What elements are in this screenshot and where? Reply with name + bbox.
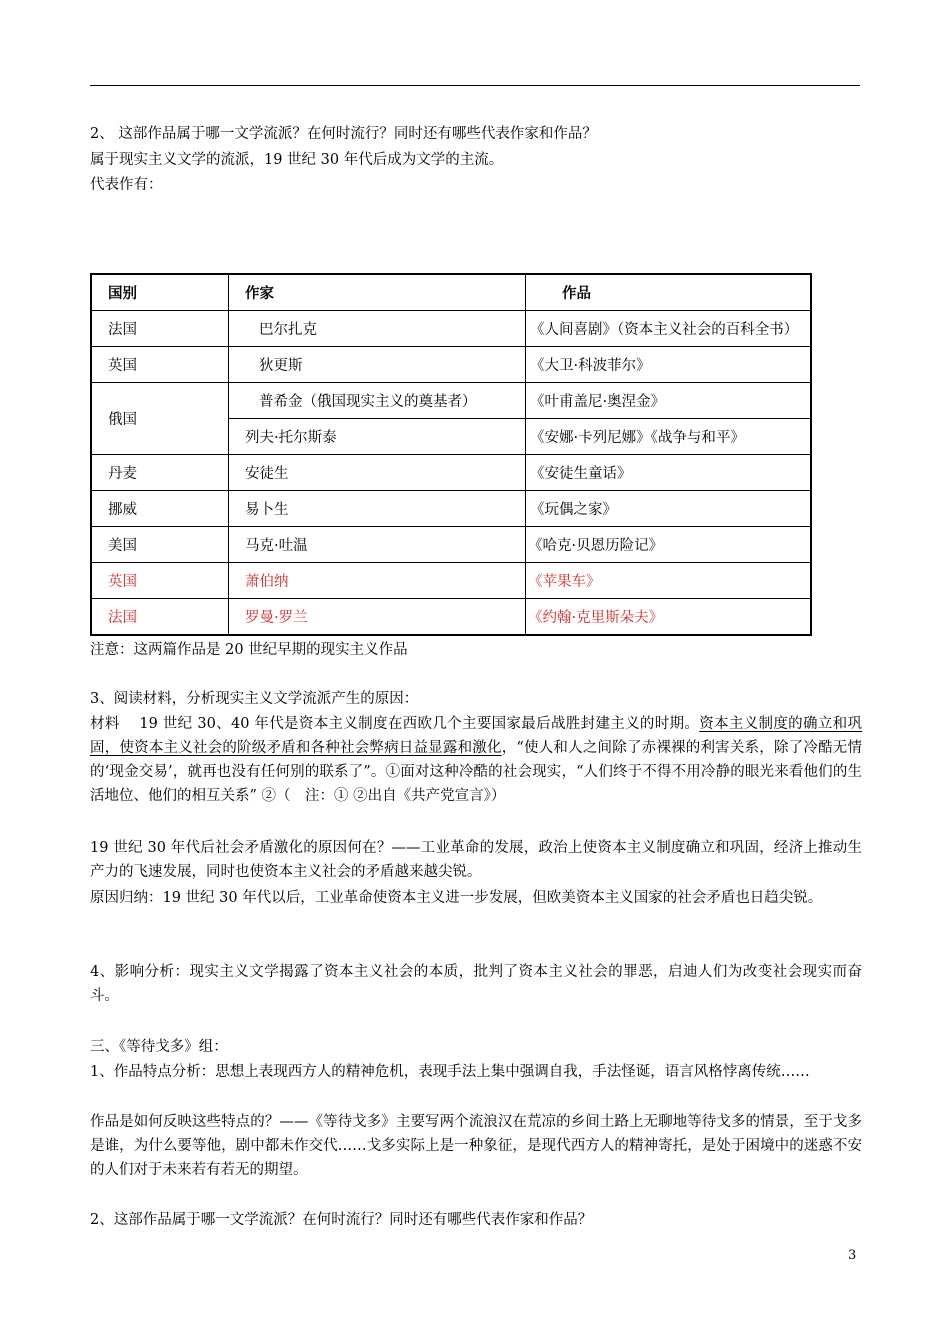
work-cell: 《人间喜剧》（资本主义社会的百科全书）	[526, 311, 812, 347]
section4-text: 4、影响分析：现实主义文学揭露了资本主义社会的本质，批判了资本主义社会的罪恶，启迪人们为改变社会现实而奋斗。	[90, 964, 862, 1004]
material-text-cont: ，“使人和人之间除了赤裸裸的利害关系，除了冷酷无情的‘现金交易’，就再也没有任何别的联系了”。①面对这种冷酷的社会现实，“人们终于不得不用冷静的眼光来看他们的生活地位、他们的相互关系” ②（ 注：① ②出自《共产党宣言》）	[90, 740, 862, 804]
author-cell: 马克·吐温	[229, 527, 526, 563]
table-row-highlighted	[91, 599, 811, 636]
part3-item1: 1、作品特点分析：思想上表现西方人的精神危机，表现手法上集中强调自我，手法怪诞，语言风格悖离传统……	[90, 1064, 810, 1080]
work-cell: 《安徒生童话》	[526, 455, 812, 491]
section2-answer: 属于现实主义文学的流派，19 世纪 30 年代后成为文学的主流。	[90, 152, 504, 168]
header-work: 作品	[526, 274, 812, 311]
section2-question: 2、 这部作品属于哪一文学流派？在何时流行？同时还有哪些代表作家和作品？	[90, 126, 597, 142]
material-underlined: 资本主义制度的确立和巩固，使资本主义社会的阶级矛盾和各种社会弊病日益显露和激化	[90, 716, 862, 756]
authors-works-table	[90, 273, 812, 636]
work-cell: 《哈克·贝恩历险记》	[526, 527, 812, 563]
author-cell: 巴尔扎克	[229, 311, 526, 347]
author-cell: 易卜生	[229, 491, 526, 527]
table-row-highlighted	[91, 563, 811, 599]
part3-heading: 三、《等待戈多》组：	[90, 1039, 228, 1055]
table-row	[91, 347, 811, 383]
material-text: 材料 19 世纪 30、40 年代是资本主义制度在西欧几个主要国家最后战胜封建主义的时期。	[90, 716, 700, 732]
author-cell: 罗曼·罗兰	[229, 599, 526, 636]
table-header-row	[91, 274, 811, 311]
work-cell: 《玩偶之家》	[526, 491, 812, 527]
representative-label: 代表作有：	[90, 177, 163, 193]
author-cell: 安徒生	[229, 455, 526, 491]
section3-title: 3、阅读材料，分析现实主义文学流派产生的原因：	[90, 691, 419, 707]
author-cell: 狄更斯	[229, 347, 526, 383]
table-row	[91, 455, 811, 491]
country-cell: 丹麦	[91, 455, 229, 491]
table-row	[91, 491, 811, 527]
table-row	[91, 311, 811, 347]
page-number: 3	[848, 1248, 857, 1263]
work-cell: 《大卫·科波菲尔》	[526, 347, 812, 383]
section3-cause: 19 世纪 30 年代后社会矛盾激化的原因何在？——工业革命的发展，政治上使资本主义制度确立和巩固，经济上推动生产力的飞速发展，同时也使资本主义社会的矛盾越来越尖锐。	[90, 840, 862, 880]
header-country: 国别	[91, 274, 229, 311]
country-cell: 挪威	[91, 491, 229, 527]
country-cell: 法国	[91, 599, 229, 636]
section3-material	[90, 712, 862, 808]
author-cell: 普希金（俄国现实主义的奠基者）	[229, 383, 526, 419]
work-cell: 《苹果车》	[526, 563, 812, 599]
header-author: 作家	[229, 274, 526, 311]
author-cell: 列夫·托尔斯泰	[229, 419, 526, 455]
part3-item2: 2、这部作品属于哪一文学流派？在何时流行？同时还有哪些代表作家和作品？	[90, 1212, 593, 1228]
table-row	[91, 383, 811, 419]
table-row	[91, 527, 811, 563]
work-cell: 《安娜·卡列尼娜》《战争与和平》	[526, 419, 812, 455]
work-cell: 《叶甫盖尼·奥涅金》	[526, 383, 812, 419]
country-cell: 法国	[91, 311, 229, 347]
table-note: 注意：这两篇作品是 20 世纪早期的现实主义作品	[90, 642, 408, 658]
header-rule	[90, 85, 860, 86]
country-cell: 英国	[91, 347, 229, 383]
part3-reflect: 作品是如何反映这些特点的？——《等待戈多》主要写两个流浪汉在荒凉的乡间土路上无聊地等待戈多的情景，至于戈多是谁，为什么要等他，剧中都未作交代……戈多实际上是一种象征，是现代西方人的精神寄托，是处于困境中的迷惑不安的人们对于未来若有若无的期望。	[90, 1114, 862, 1178]
section3-summary: 原因归纳：19 世纪 30 年代以后，工业革命使资本主义进一步发展，但欧美资本主义国家的社会矛盾也日趋尖锐。	[90, 890, 823, 906]
country-cell: 英国	[91, 563, 229, 599]
country-cell: 俄国	[91, 383, 229, 455]
author-cell: 萧伯纳	[229, 563, 526, 599]
work-cell: 《约翰·克里斯朵夫》	[526, 599, 812, 636]
country-cell: 美国	[91, 527, 229, 563]
